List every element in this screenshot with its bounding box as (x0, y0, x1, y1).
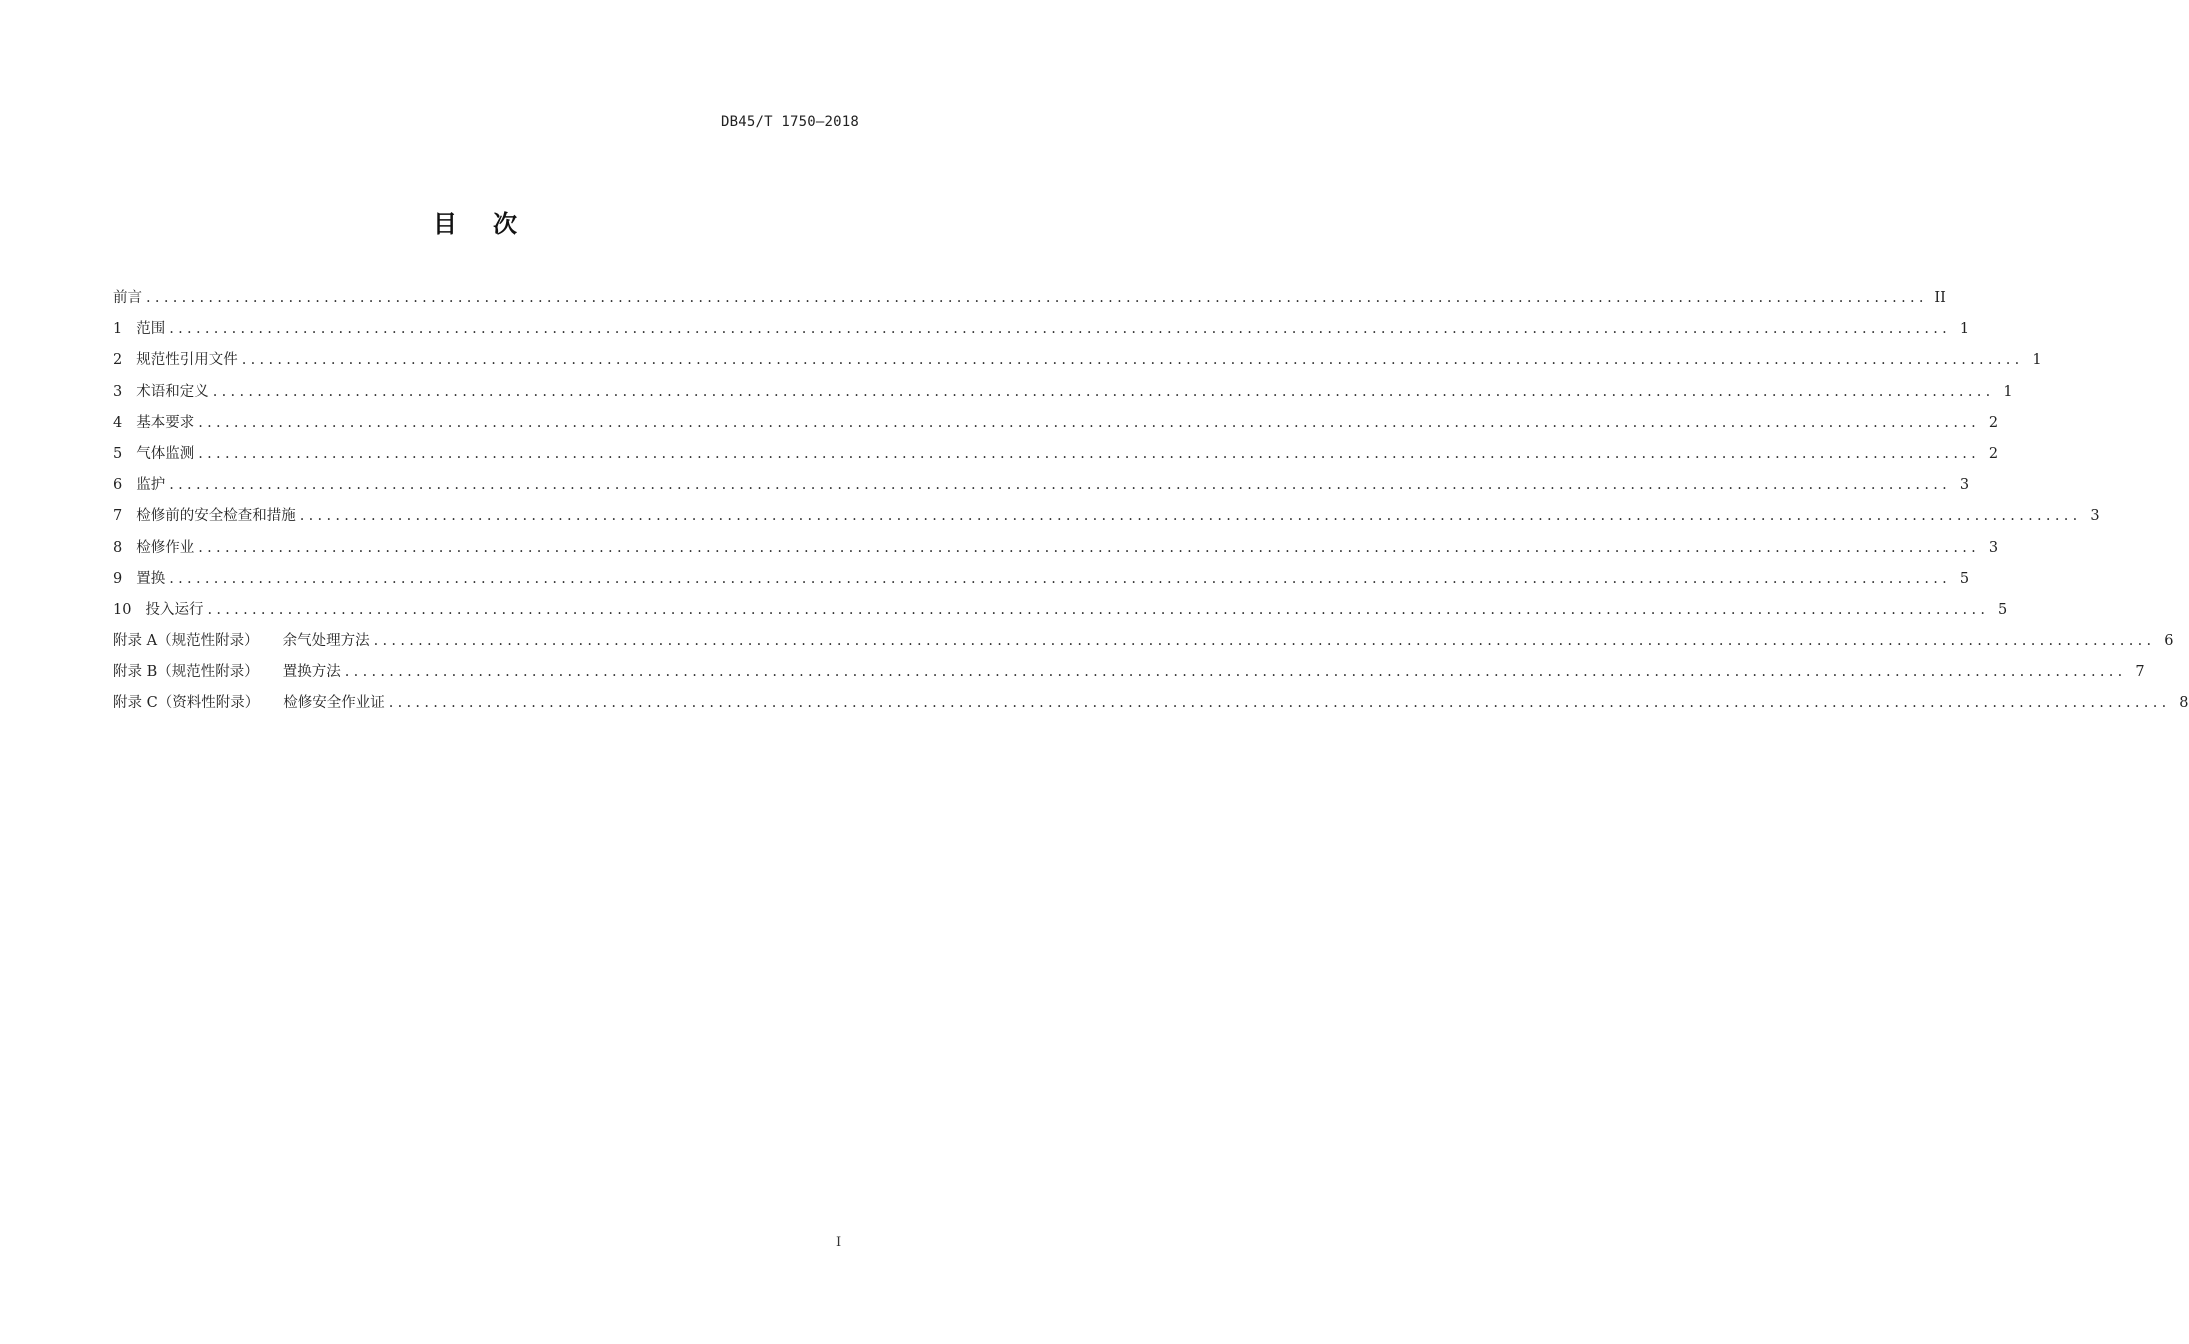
toc-entry-number: 1 (113, 321, 123, 338)
toc-entry-label: 投入运行 (145, 601, 204, 618)
toc-entry-title (113, 470, 165, 501)
toc-entry-title (113, 439, 194, 470)
toc-leader-dots: ........................................................................................................................................................................................................ (169, 477, 1952, 494)
title-char-2: 次 (493, 210, 517, 238)
toc-page-number: 1 (2032, 352, 2042, 369)
toc-page-number: 3 (1988, 539, 1999, 556)
toc-entry-title (113, 345, 238, 376)
toc-entry-label: 前言 (113, 290, 142, 306)
toc-page-number: 1 (1959, 321, 1970, 338)
toc-entry-number: 9 (113, 570, 123, 587)
toc-entry[interactable] (113, 501, 2100, 532)
toc-entry-number: 7 (113, 508, 123, 525)
toc-entry[interactable] (113, 439, 1999, 470)
toc-entry-label: 检修前的安全检查和措施 (136, 508, 296, 525)
toc-page-number: 2 (1988, 445, 1999, 462)
toc-entry-label: 气体监测 (136, 445, 195, 462)
toc-entry-title (113, 564, 165, 595)
toc-entry-number: 4 (113, 414, 123, 431)
toc-entry-label: 附录 A（规范性附录） (113, 633, 259, 650)
toc-entry-number: 6 (113, 477, 123, 494)
toc-page-number: 2 (1988, 414, 1999, 431)
toc-entry[interactable] (113, 564, 1970, 595)
toc-page-number: 3 (1959, 477, 1970, 494)
toc-entry-label: 附录 C（资料性附录） (113, 695, 260, 712)
toc-page-number: 8 (2179, 695, 2189, 712)
toc-entry-number: 5 (113, 445, 123, 462)
toc-leader-dots: ........................................................................................................................................................................................................ (212, 383, 1995, 400)
toc-leader-dots: ........................................................................................................................................................................................................ (344, 664, 2127, 681)
toc-entry[interactable] (113, 408, 1999, 439)
toc-entry[interactable] (113, 345, 2042, 376)
toc-entry-title (113, 657, 341, 688)
toc-appendix-title: 置换方法 (282, 664, 341, 681)
toc-entry[interactable] (113, 595, 2008, 626)
toc-page-number: 5 (1959, 570, 1970, 587)
toc-entry-title (113, 533, 194, 564)
toc-entry-title (113, 408, 194, 439)
toc-leader-dots: ........................................................................................................................................................................................................ (169, 321, 1952, 338)
page-title (0, 204, 950, 239)
document-code: DB45/T 1750—2018 (720, 114, 859, 130)
toc-leader-dots: ........................................................................................................................................................................................................ (146, 290, 1928, 306)
toc-entry[interactable] (113, 314, 1970, 345)
toc-page-number: 5 (1998, 601, 2008, 618)
toc-entry-title (113, 377, 209, 408)
toc-entry[interactable] (113, 688, 2189, 719)
toc-entry-label: 规范性引用文件 (136, 352, 238, 369)
title-char-1: 目 (433, 210, 457, 238)
toc-entry[interactable] (113, 470, 1970, 501)
table-of-contents (113, 283, 2189, 720)
toc-entry[interactable] (113, 377, 2013, 408)
toc-page-number: 1 (2003, 383, 2013, 400)
toc-appendix-title: 余气处理方法 (282, 633, 370, 650)
toc-entry-label: 术语和定义 (136, 383, 209, 400)
toc-entry-label: 附录 B（规范性附录） (113, 664, 259, 681)
toc-leader-dots: ........................................................................................................................................................................................................ (241, 352, 2024, 369)
toc-page-number: 3 (2090, 508, 2100, 525)
toc-entry-title (113, 314, 165, 345)
toc-entry-label: 范围 (136, 321, 166, 338)
toc-entry-title (113, 626, 370, 657)
toc-entry-number: 2 (113, 352, 123, 369)
toc-leader-dots: ........................................................................................................................................................................................................ (373, 633, 2156, 650)
toc-entry[interactable] (113, 283, 1946, 314)
toc-entry-label: 基本要求 (136, 414, 195, 431)
toc-entry-label: 监护 (136, 477, 166, 494)
toc-leader-dots: ........................................................................................................................................................................................................ (388, 695, 2171, 712)
toc-entry-title (113, 283, 142, 314)
toc-entry[interactable] (113, 657, 2145, 688)
toc-entry-title (113, 501, 296, 532)
toc-page-number: II (1934, 290, 1946, 306)
toc-entry-number: 8 (113, 539, 123, 556)
page-number: I (836, 1235, 842, 1250)
toc-leader-dots: ........................................................................................................................................................................................................ (207, 601, 1990, 618)
toc-entry[interactable] (113, 626, 2174, 657)
toc-entry-label: 检修作业 (136, 539, 195, 556)
toc-leader-dots: ........................................................................................................................................................................................................ (198, 414, 1981, 431)
toc-entry-label: 置换 (136, 570, 166, 587)
toc-leader-dots: ........................................................................................................................................................................................................ (169, 570, 1952, 587)
toc-entry-number: 3 (113, 383, 123, 400)
toc-appendix-title: 检修安全作业证 (283, 695, 385, 712)
toc-page-number: 7 (2135, 664, 2145, 681)
toc-leader-dots: ........................................................................................................................................................................................................ (198, 539, 1981, 556)
toc-page-number: 6 (2164, 633, 2174, 650)
toc-entry-title (113, 595, 203, 626)
toc-leader-dots: ........................................................................................................................................................................................................ (299, 508, 2082, 525)
toc-entry-number: 10 (113, 601, 132, 618)
toc-leader-dots: ........................................................................................................................................................................................................ (198, 445, 1981, 462)
toc-entry-title (113, 688, 385, 719)
toc-entry[interactable] (113, 533, 1999, 564)
